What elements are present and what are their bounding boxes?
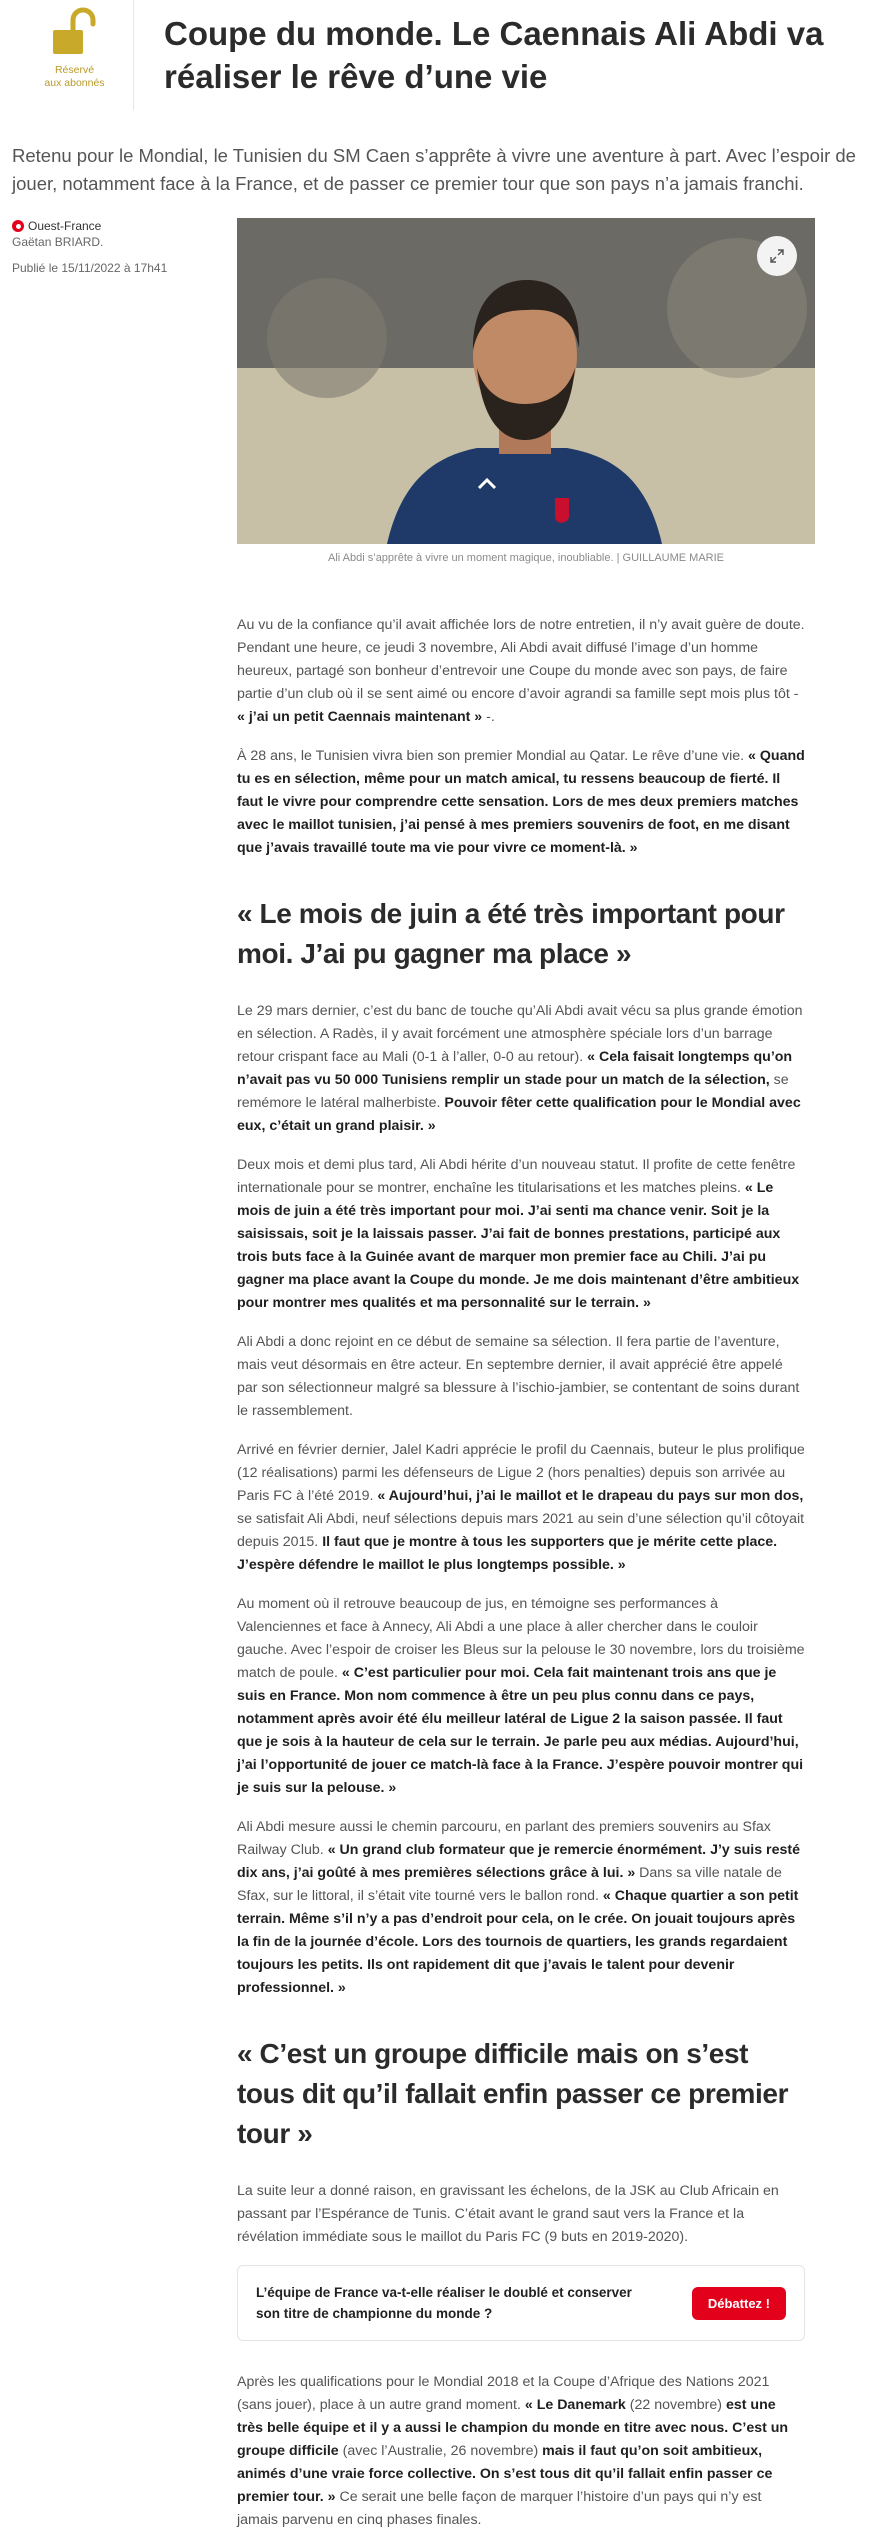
article-meta: [12, 218, 237, 564]
debate-box: [237, 2265, 805, 2341]
quote-text: « j’ai un petit Caennais maintenant »: [237, 709, 483, 725]
body-text: se remémore le latéral malherbiste.: [237, 1072, 789, 1111]
paragraph: [237, 1439, 805, 1577]
article-figure: [237, 218, 815, 564]
expand-icon: [769, 248, 785, 264]
article-title: Coupe du monde. Le Caennais Ali Abdi va réaliser le rêve d’une vie: [164, 15, 824, 95]
quote-text: « Cela faisait longtemps qu’on n’avait pas vu 50 000 Tunisiens remplir un stade pour un match de la sélection,: [237, 1049, 793, 1088]
author[interactable]: Gaëtan BRIARD.: [12, 235, 104, 249]
premium-badge[interactable]: [16, 0, 134, 110]
quote-text: « Le Danemark: [524, 2397, 626, 2413]
body-text: Ali Abdi mesure aussi le chemin parcouru, en parlant des premiers souvenirs au Sfax Railway Club.: [237, 1819, 771, 1858]
quote-text: « C’est particulier pour moi. Cela fait maintenant trois ans que je suis en France. Mon nom commence à être un peu plus connu dans ce pays, notamment après avoir été élu meilleur latéral de Ligue 2 la saison passée. Il faut que je sois à la hauteur de cela sur le terrain. Je parle peu aux médias. Aujourd’hui, j’ai l’opportunité de jouer ce match-là face à la France. J’espère pouvoir montrer qui je suis sur la pelouse. »: [237, 1665, 804, 1796]
player-photo-illustration: [237, 218, 815, 544]
body-text: À 28 ans, le Tunisien vivra bien son premier Mondial au Qatar. Le rêve d’une vie.: [237, 748, 749, 764]
paragraph: [237, 2180, 805, 2249]
ouest-france-logo-icon: [12, 220, 24, 232]
source-name: Ouest-France: [28, 219, 102, 233]
section-heading: « Le mois de juin a été très important pour moi. J’ai pu gagner ma place »: [237, 898, 785, 969]
body-text: Au vu de la confiance qu’il avait affichée lors de notre entretien, il n’y avait guère de doute. Pendant une heure, ce jeudi 3 novembre, Ali Abdi avait diffusé l’image d’un homme heureux, partagé son bonheur d’entrevoir une Coupe du monde avec son pays, de faire partie d’un club où il se sent aimé ou encore d’avoir agrandi sa famille sept mois plus tôt -: [237, 617, 805, 702]
article-header: [0, 0, 878, 110]
article-lead: Retenu pour le Mondial, le Tunisien du SM Caen s’apprête à vivre une aventure à part. Avec l’espoir de jouer, notamment face à la France, et de passer ce premier tour que son pays n’a jamais franchi.: [12, 145, 856, 194]
paragraph: [237, 2371, 805, 2532]
quote-text: « Chaque quartier a son petit terrain. Même s’il n’y a pas d’endroit pour cela, on le crée. On jouait toujours après la fin de la journée d’école. Lors des tournois de quartiers, les grands regardaient toujours les petits. Ils ont rapidement dit que j’avais le talent pour devenir professionnel. »: [237, 1888, 799, 1996]
paragraph: [237, 1154, 805, 1315]
body-text: (avec l’Australie, 26 novembre): [338, 2443, 543, 2459]
body-text: Deux mois et demi plus tard, Ali Abdi hérite d’un nouveau statut. Il profite de cette fenêtre internationale pour se montrer, enchaîne les titularisations et les matches pleins.: [237, 1157, 796, 1196]
paragraph: [237, 745, 805, 860]
body-text: Au moment où il retrouve beaucoup de jus, en témoigne ses performances à Valenciennes et face à Annecy, Ali Abdi a une place à aller chercher dans le couloir gauche. Avec l’espoir de croiser les Bleus sur la pelouse le 30 novembre, lors du troisième match de poule.: [237, 1596, 805, 1681]
lock-icon: [49, 8, 101, 58]
photo-caption: Ali Abdi s’apprête à vivre un moment magique, inoubliable. | GUILLAUME MARIE: [328, 552, 724, 564]
body-text: (22 novembre): [625, 2397, 726, 2413]
debate-button[interactable]: Débattez !: [692, 2287, 786, 2320]
body-text: Après les qualifications pour le Mondial 2018 et la Coupe d’Afrique des Nations 2021 (sans jouer), place à un autre grand moment.: [237, 2374, 770, 2413]
body-text: Ali Abdi a donc rejoint en ce début de semaine sa sélection. Il fera partie de l’aventure, mais veut désormais en être acteur. En septembre dernier, il avait apprécié être appelé par son sélectionneur malgré sa blessure à l’ischio-jambier, se contentant de soins durant le rassemblement.: [237, 1334, 800, 1419]
quote-text: « Un grand club formateur que je remercie énormément. J’y suis resté dix ans, j’ai goûté à mes premières sélections grâce à lui. »: [237, 1842, 800, 1881]
quote-text: « Aujourd’hui, j’ai le maillot et le drapeau du pays sur mon dos,: [377, 1488, 804, 1504]
body-text: -.: [482, 709, 495, 725]
body-text: Arrivé en février dernier, Jalel Kadri apprécie le profil du Caennais, buteur le plus prolifique (12 réalisations) parmi les défenseurs de Ligue 2 (hors penalties) depuis son arrivée au Paris FC à l’été 2019.: [237, 1442, 805, 1504]
article-body: [237, 564, 805, 2532]
meta-row: [0, 198, 878, 564]
quote-text: est une très belle équipe et il y a aussi le champion du monde en titre avec nous. C’est un groupe difficile: [237, 2397, 789, 2459]
premium-label: Réservé aux abonnés: [44, 64, 105, 89]
paragraph: [237, 1331, 805, 1423]
body-text: Dans sa ville natale de Sfax, sur le littoral, il s’était vite tourné vers le ballon rond.: [237, 1865, 782, 1904]
body-text: Le 29 mars dernier, c’est du banc de touche qu’Ali Abdi avait vécu sa plus grande émotion en sélection. A Radès, il y avait forcément une atmosphère spéciale lors d’un barrage retour crispant face au Mali (0-1 à l’aller, 0-0 au retour).: [237, 1003, 803, 1065]
source[interactable]: [12, 218, 237, 234]
body-text: La suite leur a donné raison, en gravissant les échelons, de la JSK au Club Africain en passant par l’Espérance de Tunis. C’était avant le grand saut vers la France et la révélation immédiate sous le maillot du Paris FC (9 buts en 2019-2020).: [237, 2183, 779, 2245]
quote-text: Pouvoir fêter cette qualification pour le Mondial avec eux, c’était un grand plaisir. »: [237, 1095, 801, 1134]
paragraph: [237, 1593, 805, 1800]
article-photo[interactable]: [237, 218, 815, 544]
quote-text: mais il faut qu’on soit ambitieux, animés d’une vraie force collective. On s’est tous dit qu’il fallait enfin passer ce premier tour. »: [237, 2443, 773, 2505]
quote-text: « Le mois de juin a été très important pour moi. J’ai senti ma chance venir. Soit je la saisissais, soit je la laissais passer. J’ai fait de bonnes prestations, participé aux trois buts face à la Guinée avant de marquer mon premier face au Chili. J’ai pu gagner ma place avant la Coupe du monde. Je me dois maintenant d’être ambitieux pour montrer mes qualités et ma personnalité sur le terrain. »: [237, 1180, 800, 1311]
body-text: se satisfait Ali Abdi, neuf sélections depuis mars 2021 au sein d’une sélection qu’il côtoyait depuis 2015.: [237, 1511, 805, 1550]
publish-date: Publié le 15/11/2022 à 17h41: [12, 261, 168, 275]
section-heading: « C’est un groupe difficile mais on s’est tous dit qu’il fallait enfin passer ce premier tour »: [237, 2038, 789, 2149]
debate-question: L’équipe de France va-t-elle réaliser le doublé et conserver son titre de championne du monde ?: [256, 2285, 632, 2321]
quote-text: Il faut que je montre à tous les supporters que je mérite cette place. J’espère défendre le maillot le plus longtemps possible. »: [237, 1534, 778, 1573]
body-text: Ce serait une belle façon de marquer l’histoire d’un pays qui n’y est jamais parvenu en cinq phases finales.: [237, 2489, 762, 2528]
expand-button[interactable]: [757, 236, 797, 276]
paragraph: [237, 1000, 805, 1138]
paragraph: [237, 614, 805, 729]
paragraph: [237, 1816, 805, 2000]
quote-text: « Quand tu es en sélection, même pour un match amical, tu ressens beaucoup de fierté. Il faut le vivre pour comprendre cette sensation. Lors de mes deux premiers matches avec le maillot tunisien, j’ai pensé à mes premiers souvenirs de foot, en me disant que j’avais travaillé toute ma vie pour vivre ce moment-là. »: [237, 748, 805, 856]
